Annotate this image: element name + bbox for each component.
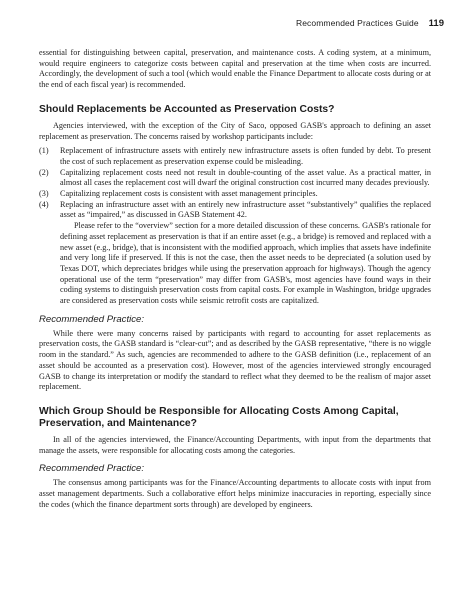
followup-paragraph: Please refer to the “overview” section for a more detailed discussion of these concerns. GASB's rationale for defining asset replacement as preservation is that if an entire asset (e.g., a bridge) is removed and replaced with a new asset (e.g., bridge), that is inconsistent with the modified approach, which implies that assets have indefinite and very long life if preserved. If this is not the case, then the asset needs to be depreciated (a solution used by Texas DOT, which depreciates bridges while using the preservation approach for highways). Though the agency operational use of the term “preservation” may differ from GASB's, most agencies have found ways in their coding systems to distinguish preservation costs from capital costs. For example in Washington, bridge upgrades are considered as preservation costs while seismic retrofit costs are capitalized. xyxy=(60,221,431,306)
running-title: Recommended Practices Guide xyxy=(295,18,419,28)
list-item-text: Capitalizing replacement costs need not result in double-counting of the asset value. As a practical matter, in almost all cases the replacement cost will dwarf the original construction cost incurred many decades previously. xyxy=(60,167,431,188)
section-heading-replacements: Should Replacements be Accounted as Preservation Costs? xyxy=(39,103,335,115)
list-item-text: Capitalizing replacement costs is consistent with asset management principles. xyxy=(60,189,318,199)
list-marker: (3) xyxy=(39,189,49,199)
list-item-text: Replacing an infrastructure asset with an entirely new infrastructure asset “substantively” qualifies the replaced asset as “impaired,” as discussed in GASB Statement 42. xyxy=(60,199,431,220)
list-item xyxy=(39,200,431,221)
page-number: 119 xyxy=(428,18,444,29)
concerns-list xyxy=(39,146,431,221)
intro-paragraph: essential for distinguishing between capital, preservation, and maintenance costs. A coding system, at a minimum, would require engineers to categorize costs between capital and preservation at the time when costs are incurred. Accordingly, the development of such a tool (which would enable the Finance Department to allocate costs during or at the end of each fiscal year) is recommended. xyxy=(39,48,431,90)
list-item xyxy=(39,146,431,167)
section-lead-paragraph: In all of the agencies interviewed, the Finance/Accounting Departments, with input from the departments that manage the assets, were responsible for allocating costs among the categories. xyxy=(39,434,431,455)
page-body xyxy=(39,48,431,511)
section-lead-paragraph: Agencies interviewed, with the exception of the City of Saco, opposed GASB's approach to defining an asset replacement as preservation. The concerns raised by workshop participants include: xyxy=(39,120,431,141)
list-marker: (2) xyxy=(39,167,49,177)
list-marker: (4) xyxy=(39,199,49,209)
list-item xyxy=(39,189,431,200)
running-header xyxy=(296,18,444,29)
recommended-practice-heading: Recommended Practice: xyxy=(39,313,145,325)
section-heading-responsibility: Which Group Should be Responsible for Allocating Costs Among Capital, Preservation, and Maintenance? xyxy=(39,405,399,429)
list-item-text: Replacement of infrastructure assets with entirely new infrastructure assets is often funded by debt. To present the cost of such replacement as preservation expense could be misleading. xyxy=(60,146,431,166)
list-marker: (1) xyxy=(39,146,49,156)
list-item xyxy=(39,168,431,189)
recommended-practice-paragraph: While there were many concerns raised by participants with regard to accounting for asset replacements as preservation costs, the GASB standard is “clear-cut”; and as described by the GASB representative, “there is no wiggle room in the standard.” As such, agencies are recommended to adhere to the GASB definition (i.e., replacement of an asset should be accounted as a preservation cost). However, most of the agencies interviewed strongly encouraged GASB to change its interpretation or modify the standard to reflect what they deemed to be the realism of major asset replacement. xyxy=(39,328,431,392)
recommended-practice-heading: Recommended Practice: xyxy=(39,463,145,475)
recommended-practice-paragraph: The consensus among participants was for the Finance/Accounting departments to allocate costs with input from asset management departments. Such a collaborative effort helps minimize inaccuracies in reporting, especially since the codes (which the finance department sorts through) are developed by engineers. xyxy=(39,478,431,509)
